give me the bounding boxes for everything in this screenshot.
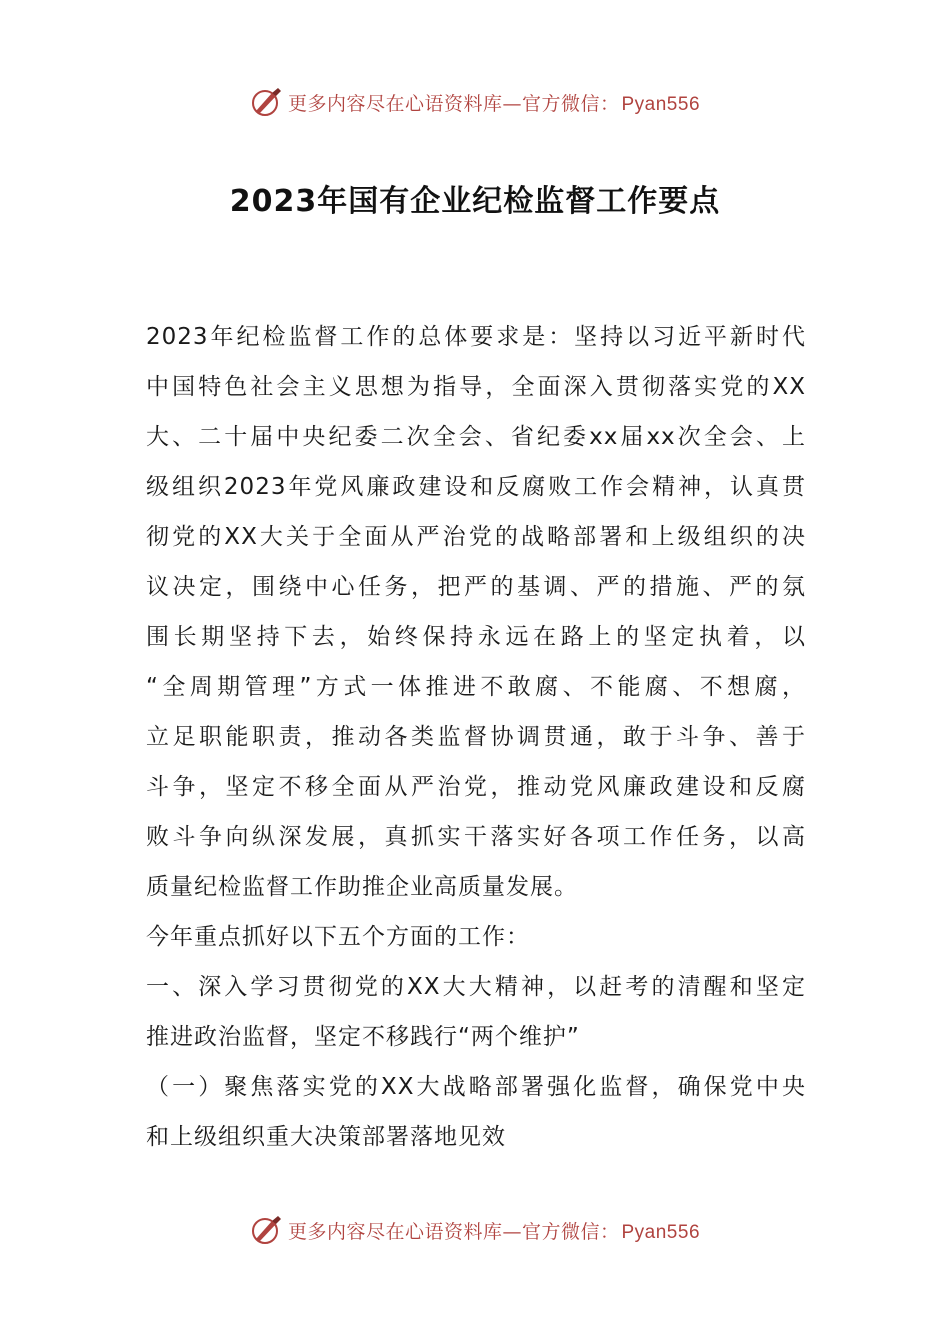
body-line: 中国特色社会主义思想为指导，全面深入贯彻落实党的XX [146,374,806,400]
watermark-text [288,1217,700,1244]
body-line: 大、二十届中央纪委二次全会、省纪委xx届xx次全会、上 [146,424,806,450]
body-line: 议决定，围绕中心任务，把严的基调、严的措施、严的氛 [146,574,806,600]
body-line: 立足职能职责，推动各类监督协调贯通，敢于斗争、善于 [146,724,806,750]
header-watermark [0,82,950,122]
body-line: 围长期坚持下去，始终保持永远在路上的坚定执着，以 [146,624,806,650]
body-line: 级组织2023年党风廉政建设和反腐败工作会精神，认真贯 [146,474,806,500]
document-body [146,312,806,1162]
body-line: 2023年纪检监督工作的总体要求是：坚持以习近平新时代 [146,324,806,350]
footer-watermark [0,1210,950,1250]
document-title: 2023年国有企业纪检监督工作要点 [229,184,721,219]
body-line: 败斗争向纵深发展，真抓实干落实好各项工作任务，以高 [146,824,806,850]
watermark-label: 更多内容尽在心语资料库—官方微信： [287,1220,620,1243]
section-heading-line: 推进政治监督，坚定不移践行“两个维护” [146,1024,580,1050]
subsection-heading-line: 和上级组织重大决策部署落地见效 [146,1124,506,1150]
subsection-heading-line: （一）聚焦落实党的XX大战略部署强化监督，确保党中央 [146,1074,806,1100]
body-line: 质量纪检监督工作助推企业高质量发展。 [146,874,578,900]
pen-logo-icon [250,85,284,119]
pen-logo-icon [250,1213,284,1247]
body-line: 斗争，坚定不移全面从严治党，推动党风廉政建设和反腐 [146,774,806,800]
section-heading-line: 一、深入学习贯彻党的XX大大精神，以赶考的清醒和坚定 [146,974,806,1000]
watermark-text [288,89,700,116]
watermark-label: 更多内容尽在心语资料库—官方微信： [287,92,620,115]
body-line: 彻党的XX大关于全面从严治党的战略部署和上级组织的决 [146,524,806,550]
body-line: 今年重点抓好以下五个方面的工作： [146,924,530,950]
watermark-id: Pyan556 [621,1221,701,1243]
watermark-id: Pyan556 [621,93,701,115]
body-line: “全周期管理”方式一体推进不敢腐、不能腐、不想腐， [146,674,806,700]
